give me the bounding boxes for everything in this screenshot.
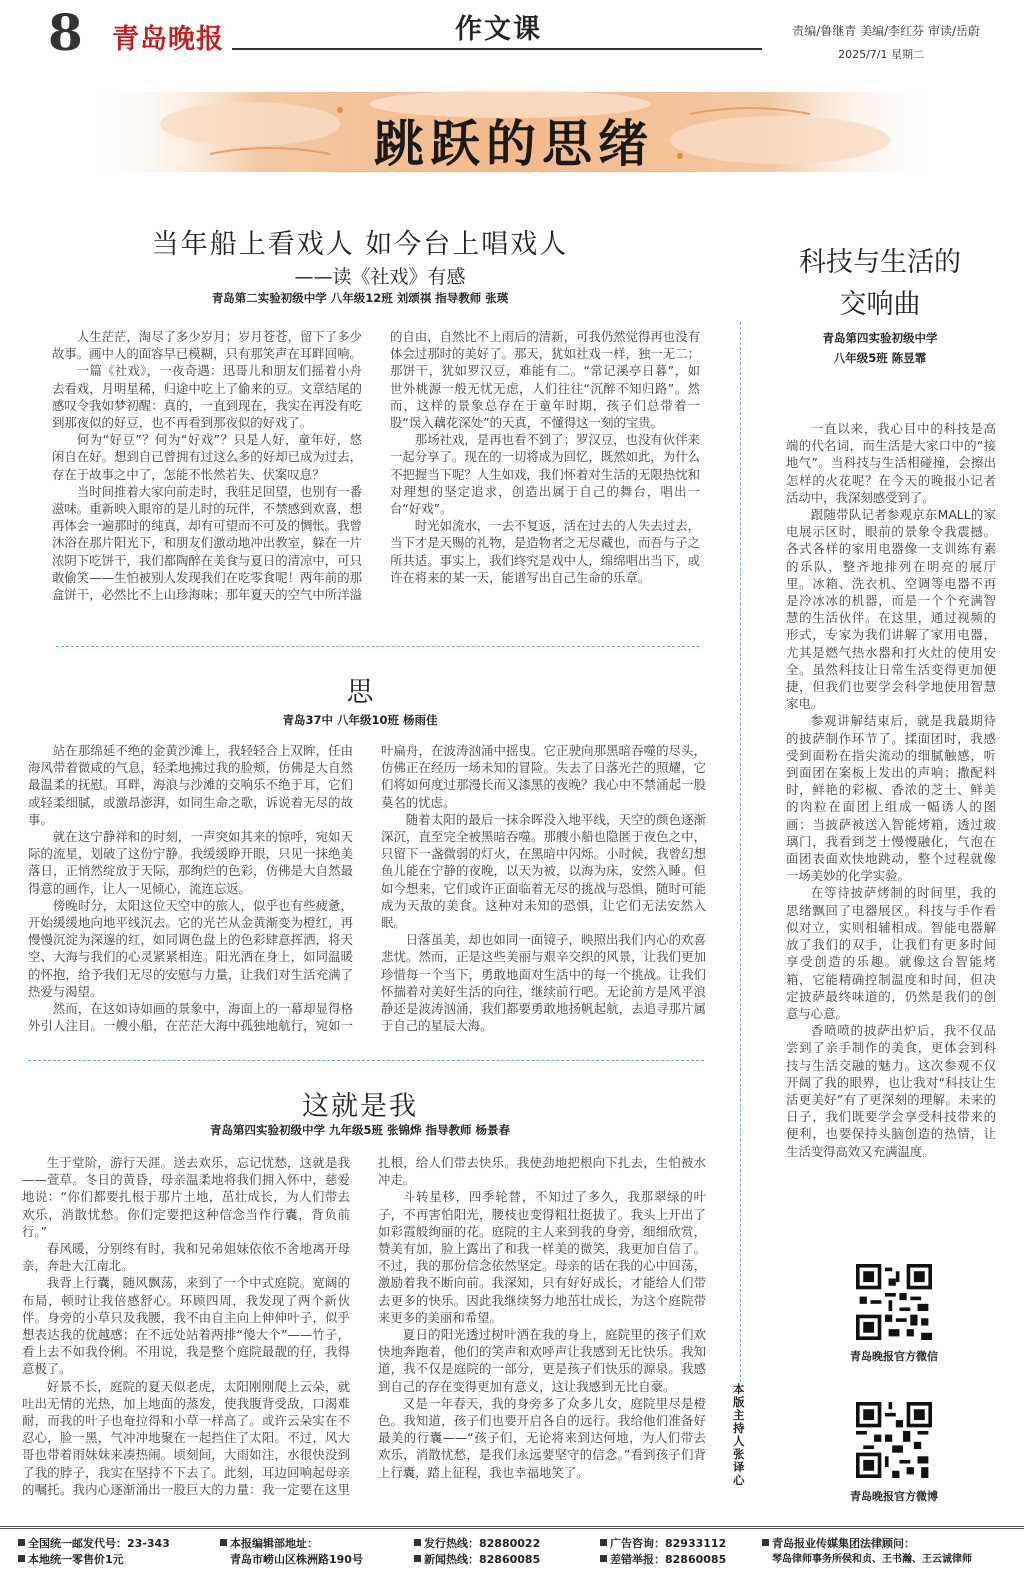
newspaper-logo: 青岛晚报: [112, 24, 224, 55]
footer-distribution-hotline: 发行热线：82880022: [414, 1537, 540, 1551]
footer-ad-inquiry: 广告咨询：82933112: [600, 1537, 726, 1551]
topic-banner: [90, 84, 938, 180]
section-title: 作文课: [455, 14, 542, 45]
article3-paragraph: 春风暖，分别终有时，我和兄弟姐妹依依不舍地离开母亲，奔赴大江南北。: [22, 1241, 350, 1274]
article4-paragraph: 一直以来，我心目中的科技是高端的代名词，而生活是大家口中的“接地气”。当科技与生活相碰撞，会擦出怎样的火花呢？在今天的晚报小记者活动中，我深刻感受到了。: [786, 421, 996, 505]
article3-body: [22, 1154, 706, 1502]
wechat-qr-code[interactable]: [856, 1264, 932, 1340]
weibo-qr-code[interactable]: [856, 1402, 932, 1478]
footer-legal-counsel-label: 青岛报业传媒集团法律顾问：: [762, 1537, 915, 1551]
article4-title-line2: 交响曲: [839, 289, 921, 320]
article2-paragraph: 就在这宁静祥和的时刻，一声突如其来的惊呼，宛如天际的流星，划破了这份宁静。我缓缓睁开眼，只见一抹绝美落日，正悄然绽放于天际，那绚烂的色彩，仿佛是大自然最得意的画作，让人一见倾心，流连忘返。: [28, 829, 353, 896]
issue-date: 2025/7/1 星期二: [838, 48, 924, 61]
article4-paragraph: 参观讲解结束后，就是我最期待的披萨制作环节了。揉面团时，我感受到面粉在指尖流动的细腻触感，听到面团在案板上发出的声响；撒配料时，鲜艳的彩椒、香浓的芝士、鲜美的肉粒在面团上组成一幅诱人的图画；当披萨被送入智能烤箱，透过玻璃门，我看到芝士慢慢融化，气泡在面团表面欢快地跳动，整个过程就像一场美妙的化学实验。: [786, 713, 996, 884]
article2-paragraph: 日落虽美，却也如同一面镜子，映照出我们内心的欢喜悲忧。然而，正是这些美丽与艰辛交织的风景，让我们更加珍惜每一个当下，勇敢地面对生活中的每一个挑战。让我们怀揣着对美好生活的向往，继续前行吧。无论前方是风平浪静还是波涛汹涌，我们都要勇敢地扬帆起航，去追寻那片属于自己的星辰大海。: [381, 932, 706, 1034]
article4-student: 八年级5班 陈昱霏: [833, 351, 927, 365]
footer-error-report: 差错举报：82860085: [600, 1553, 726, 1567]
footer-address-label: 本报编辑部地址：: [220, 1537, 318, 1551]
footer-address: 青岛市崂山区株洲路190号: [230, 1553, 363, 1566]
article1-title: 当年船上看戏人 如今台上唱戏人: [151, 229, 569, 260]
footer-legal-counsel: 琴岛律师事务所侯和贞、王书瀚、王云诚律师: [772, 1554, 972, 1565]
page-number: 8: [48, 3, 83, 62]
article2-title: 思: [346, 677, 374, 708]
article2-paragraph: 随着太阳的最后一抹余晖没入地平线，天空的颜色逐渐深沉，直至完全被黑暗吞噬。那艘小船也隐匿于夜色之中，只留下一盏微弱的灯火，在黑暗中闪烁。小时候，我曾幻想鱼儿能在宁静的夜晚，以天为被，以海为床，安然入睡。但如今想来，它们或许正面临着无尽的挑战与恐惧，随时可能成为天敌的美食。这种对未知的恐惧，让它们无法安然入眠。: [381, 811, 706, 931]
article1-byline: 青岛第二实验初级中学 八年级12班 刘颂祺 指导教师 张瑛: [211, 291, 509, 305]
article1-paragraph: 人生茫茫，淘尽了多少岁月；岁月苍苍，留下了多少故事。画中人的面容早已模糊，只有那笑声在耳畔回响。: [52, 329, 362, 362]
article4-paragraph: 香喷喷的披萨出炉后，我不仅品尝到了亲手制作的美食，更体会到科技与生活交融的魅力。这次参观不仅开阔了我的眼界，也让我对“科技让生活更美好”有了更深刻的理解。未来的日子，我们既要学会享受科技带来的便利，也要保持头脑创造的热情，让生活变得高效又充满温度。: [786, 1023, 996, 1159]
article4-paragraph: 跟随带队记者参观京东MALL的家电展示区时，眼前的景象令我震撼。各式各样的家用电器像一支训练有素的乐队，整齐地排列在明亮的展厅里。冰箱、洗衣机、空调等电器不再是冷冰冰的机器，而是一个个充满智慧的生活伙伴。在这里，通过视频的形式，专家为我们讲解了家用电器，尤其是燃气热水器和打火灶的使用安全。虽然科技让日常生活变得更加便捷，但我们也要学会科学地使用智慧家电。: [786, 507, 996, 712]
page-host-credit: 本版主持人 张译心: [733, 1382, 745, 1487]
article3-paragraph: 夏日的阳光透过树叶洒在我的身上，庭院里的孩子们欢快地奔跑着，他们的笑声和欢呼声让我感到无比快乐。我知道，我不仅是庭院的一部分，更是孩子们快乐的源泉。我感到自己的存在变得更加有意义，这让我感到无比自豪。: [378, 1327, 706, 1394]
article2-body: [28, 742, 706, 1036]
article3-paragraph: 好景不长，庭院的夏天似老虎，太阳刚刚爬上云朵，就吐出无情的光热，加上地面的蒸发，使我腹背受敌，口渴难耐，而我的叶子也奄拉得和小草一样高了。或许云朵实在不忍心，脸一黑，气冲冲地聚在一起挡住了太阳。不过，风大哥也带着雨妹妹来凑热闹。顷刻间，大雨如注，水很快没到了我的脖子，我实在坚持不下去了。此刻，耳边回响起母亲的嘱托。我内心逐渐涌出一股巨大的力量：我一定要在这里扎根，给人们带去快乐。我使劲地把根向下扎去，生怕被水冲走。: [22, 1155, 706, 1497]
footer-news-hotline: 新闻热线：82860085: [414, 1553, 540, 1567]
article1-subtitle: ——读《社戏》有感: [294, 266, 466, 288]
article4-school: 青岛第四实验初级中学: [822, 331, 938, 345]
article2-paragraph: 傍晚时分，太阳这位天空中的旅人，似乎也有些疲惫，开始缓缓地向地平线沉去。它的光芒从金黄渐变为橙红，再慢慢沉淀为深邃的红，如同调色盘上的色彩肆意挥洒，将天空、大海与我们的心灵紧紧相连。阳光洒在身上，如同温暖的怀抱，给予我们无尽的安慰与力量，让我们对生活充满了热爱与渴望。: [28, 897, 353, 999]
page-header: [0, 0, 1024, 62]
article4-title-line1: 科技与生活的: [799, 247, 961, 278]
article2-paragraph: 然而，在这如诗如画的景象中，海面上的一幕却显得格外引人注目。一艘小船，在茫茫大海中孤独地航行，宛如一叶扁舟，在波涛汹涌中摇曳。它正驶向那黑暗吞噬的尽头，仿佛正在经历一场未知的冒险。失去了日落光芒的照耀，它们将如何度过那漫长而又漆黑的夜晚？我心中不禁涌起一股莫名的忧虑。: [28, 743, 706, 1034]
article4-paragraph: 在等待披萨烤制的时间里，我的思绪飘回了电器展区。科技与手作看似对立，实则相辅相成。智能电器解放了我们的双手，让我们有更多时间享受创造的乐趣。就像这台智能烤箱，它能精确控制温度和时间，但决定披萨最终味道的，仍然是我们的创意与心意。: [786, 885, 996, 1021]
divider-line: [56, 646, 700, 647]
article4-body: [786, 420, 996, 1228]
article1-paragraph: 那场社戏，是再也看不到了；罗汉豆，也没有伙伴来一起分享了。现在的一切将成为回忆，既然如此，为什么不把握当下呢？人生如戏，我们怀着对生活的无限热忱和对理想的坚定追求，创造出属于自己的舞台，唱出一台“好戏”。: [390, 432, 700, 517]
editors-credit: 责编/鲁继青 美编/李红芬 审读/岳蔚: [792, 24, 980, 38]
divider-line: [28, 1060, 704, 1061]
article3-byline: 青岛第四实验初级中学 九年级5班 张锦烨 指导教师 杨景春: [209, 1123, 510, 1137]
footer-postal-code: 全国统一邮发代号：23-343: [18, 1537, 170, 1551]
column-divider: [740, 322, 741, 1382]
weibo-qr-caption: 青岛晚报官方微博: [850, 1490, 938, 1503]
article1-paragraph: 何为“好豆”？何为“好戏”？只是人好，童年好，悠闲自在好。想到自己曾拥有过这么多的好却已成为过去，存在于故事之中了，怎能不怅然若失、伏案叹息？: [52, 432, 362, 482]
article3-paragraph: 生于堂阶，游行天涯。送去欢乐，忘记忧愁，这就是我——萱草。冬日的黄昏，母亲温柔地将我们拥入怀中，慈爱地说：“你们都要扎根于那片土地，茁壮成长，为人们带去欢乐，消散忧愁。你们定要把这种信念当作行囊，背负前行。”: [22, 1155, 350, 1239]
article2-byline: 青岛37中 八年级10班 杨雨佳: [282, 713, 438, 727]
article1-body: [52, 328, 700, 624]
footer-price: 本地统一零售价1元: [18, 1553, 124, 1567]
article3-paragraph: 又是一年春天，我的身旁多了众多儿女，庭院里尽是橙色。我知道，孩子们也要开启各自的远行。我给他们准备好最美的行囊——“孩子们，无论将来到达何地，为人们带去欢乐，消散忧愁，是我们永远要坚守的信念。”看到孩子们背上行囊，踏上征程，我也幸福地笑了。: [378, 1395, 706, 1480]
article3-title: 这就是我: [302, 1091, 418, 1122]
article1-paragraph: 当时间推着大家向前走时，我驻足回望，也别有一番滋味。重新映入眼帘的是儿时的玩伴，不禁感到欢喜，想再体会一遍那时的纯真，却有可望而不可及的惆怅。我曾沐浴在那片阳光下，和朋友们激动地冲出教室，躲在一片浓阴下吃饼干，我们都陶醉在美食与夏日的清凉中，可只敢偷笑——生怕被别人发现我们在吃零食呢！两年前的那盒饼干，必然比不上山珍海味；那年夏天的空气中所洋溢的自由，自然比不上雨后的清新，可我仍然觉得再也没有体会过那时的美好了。那天，犹如社戏一样，独一无二；那饼干，犹如罗汉豆，难能有二。“常记溪亭日暮”，如世外桃源一般无忧无虑，人们往往“沉醉不知归路”。然而，这样的景象总存在于童年时期，孩子们总带着一股“误入藕花深处”的天真，不懂得这一刻的宝贵。: [52, 329, 700, 603]
article2-paragraph: 站在那绵延不绝的金黄沙滩上，我轻轻合上双眸，任由海风带着微咸的气息，轻柔地拂过我的脸颊，仿佛是大自然最温柔的抚慰。耳畔，海浪与沙滩的交响乐不绝于耳，它们或轻柔细腻，或激昂澎湃，如同生命之歌，诉说着无尽的故事。: [28, 743, 353, 827]
header-rule: [232, 48, 762, 50]
banner-title: 跳跃的思绪: [374, 115, 654, 173]
article3-paragraph: 我背上行囊，随风飘荡，来到了一个中式庭院。宽阔的布局，顿时让我倍感舒心。环顾四周，我发现了两个新伙伴。身旁的小草只及我腰，我不由自主向上伸伸叶子，似乎想表达我的优越感；在不远处站着两排“傻大个”——竹子，看上去不如我伶俐。不用说，我是整个庭院最靓的仔，我得意极了。: [22, 1275, 350, 1377]
article1-paragraph: 一篇《社戏》，一夜奇遇：迅哥儿和朋友们摇着小舟去看戏，月明星稀，归途中吃上了偷来的豆。文章结尾的感叹令我如梦初醒：真的，一直到现在，我实在再没有吃到那夜似的好豆，也不再看到那夜似的好戏了。: [52, 363, 362, 431]
article3-paragraph: 斗转星移，四季轮替，不知过了多久，我那翠绿的叶子，不再害怕阳光，腰枝也变得粗壮挺拔了。我头上开出了如彩霞般绚丽的花。庭院的主人来到我的身旁，细细欣赏，赞美有加，脸上露出了和我一样美的微笑，我更加自信了。不过，我的那份信念依然坚定。母亲的话在我的心中回荡，激励着我不断向前。我深知，只有好好成长，才能给人们带去更多的快乐。因此我继续努力地茁壮成长，为这个庭院带来更多的美丽和希望。: [378, 1189, 706, 1325]
wechat-qr-caption: 青岛晚报官方微信: [850, 1350, 938, 1363]
article1-paragraph: 时光如流水，一去不复返，活在过去的人失去过去，当下才是天赐的礼物，是造物者之无尽藏也，而吾与子之所共适。事实上，我们终究是戏中人，绵绵唱出当下，或许在将来的某一天，能谱写出自己生命的乐章。: [390, 518, 700, 585]
page-footer: [0, 1526, 1024, 1572]
